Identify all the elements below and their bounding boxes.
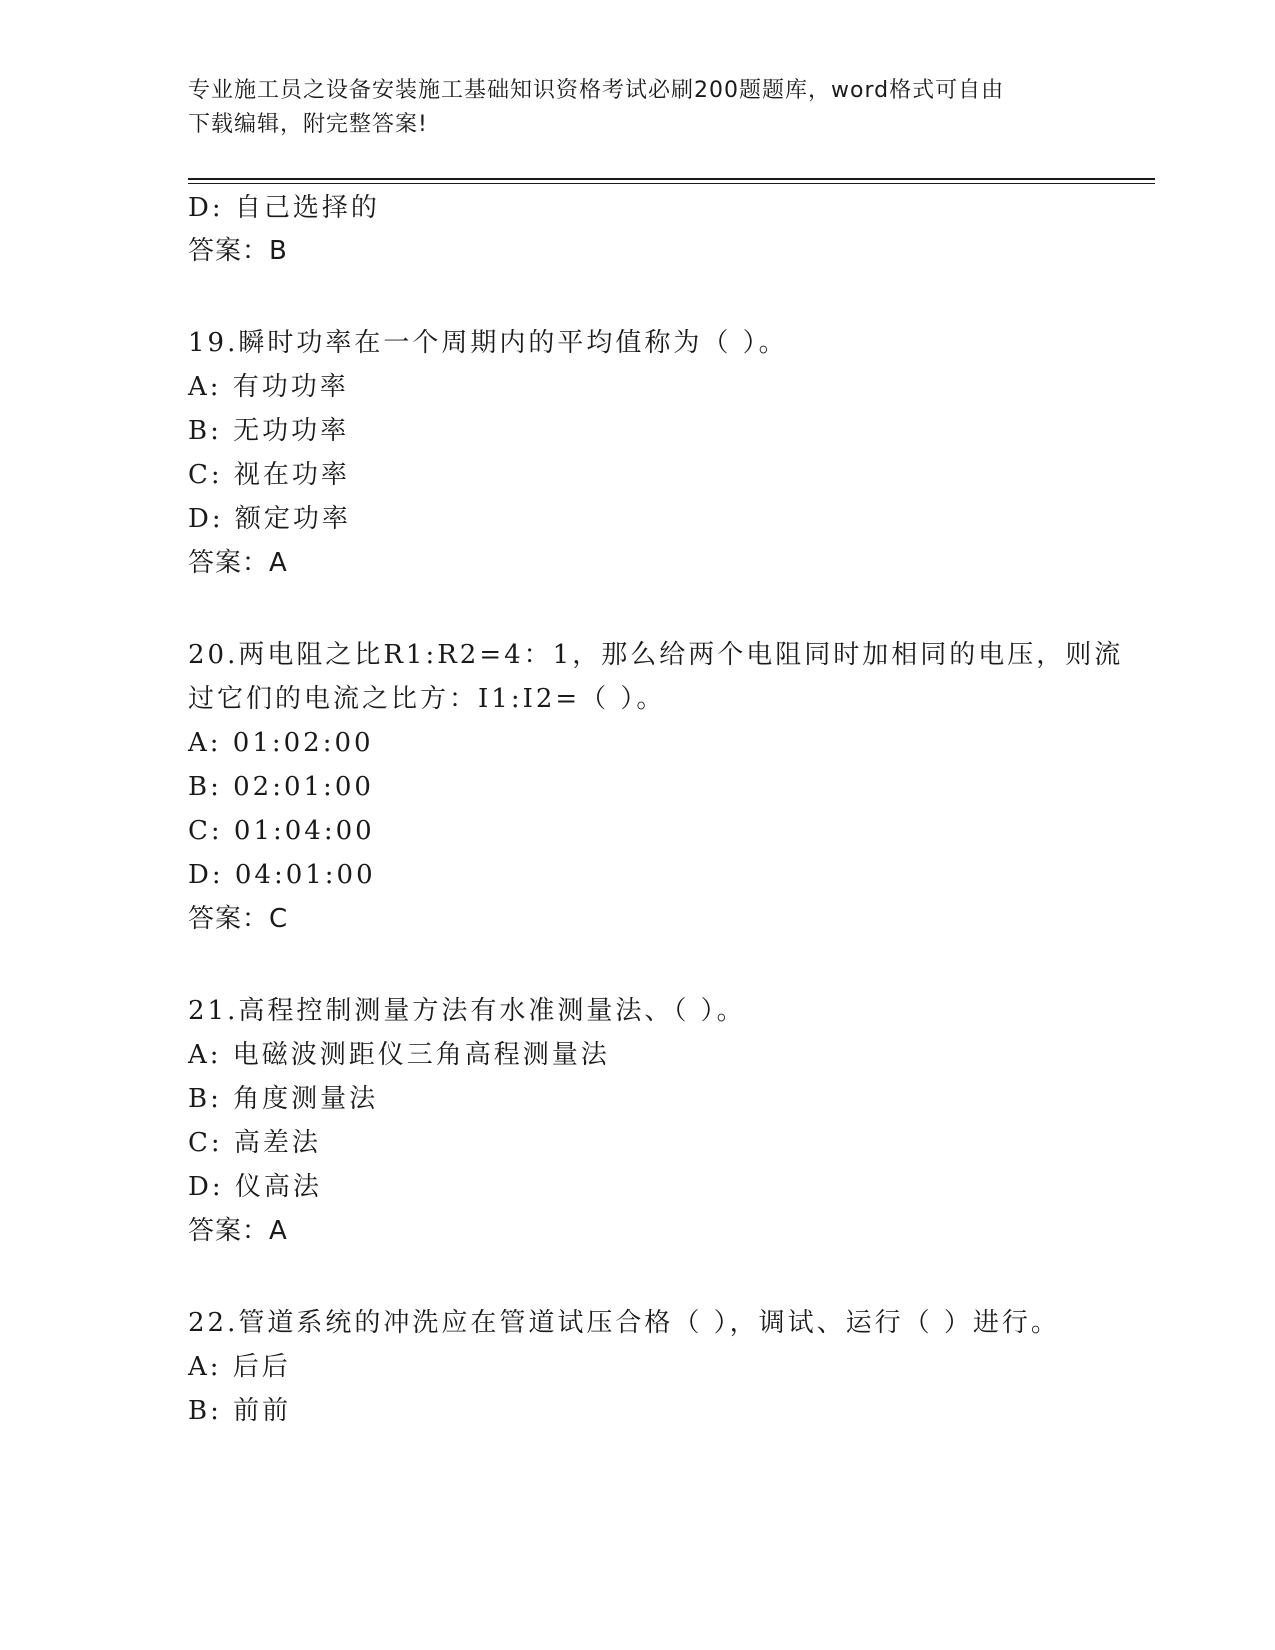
q20-stem-line-1: 20.两电阻之比R1:R2=4：1，那么给两个电阻同时加相同的电压，则流 bbox=[188, 640, 1124, 670]
q21-option-c: C: 高差法 bbox=[188, 1128, 321, 1158]
header-divider-thick bbox=[188, 178, 1155, 180]
q21-stem: 21.高程控制测量方法有水准测量法、（ ）。 bbox=[188, 996, 746, 1026]
q20-stem-line-2: 过它们的电流之比方：I1:I2=（ ）。 bbox=[188, 684, 666, 714]
q19-option-c: C: 视在功率 bbox=[188, 460, 350, 490]
q21-option-a: A: 电磁波测距仪三角高程测量法 bbox=[188, 1040, 610, 1070]
q20-answer: 答案：C bbox=[188, 904, 289, 934]
q20-option-d: D: 04:01:00 bbox=[188, 860, 376, 890]
q22-stem: 22.管道系统的冲洗应在管道试压合格（ ），调试、运行（ ）进行。 bbox=[188, 1308, 1060, 1338]
q19-option-d: D: 额定功率 bbox=[188, 504, 351, 534]
q19-stem: 19.瞬时功率在一个周期内的平均值称为（ ）。 bbox=[188, 328, 788, 358]
q18-answer: 答案：B bbox=[188, 236, 288, 266]
q19-answer: 答案：A bbox=[188, 548, 288, 578]
q22-option-b: B: 前前 bbox=[188, 1396, 292, 1426]
q20-option-b: B: 02:01:00 bbox=[188, 772, 374, 802]
q21-answer: 答案：A bbox=[188, 1216, 288, 1246]
q20-option-c: C: 01:04:00 bbox=[188, 816, 375, 846]
header-line-1: 专业施工员之设备安装施工基础知识资格考试必刷200题题库，word格式可自由 bbox=[188, 78, 1005, 103]
q20-option-a: A: 01:02:00 bbox=[188, 728, 374, 758]
q21-option-b: B: 角度测量法 bbox=[188, 1084, 379, 1114]
document-header bbox=[188, 74, 1088, 142]
header-line-2: 下载编辑，附完整答案! bbox=[188, 112, 428, 137]
header-divider-thin bbox=[188, 183, 1155, 184]
q21-option-d: D: 仪高法 bbox=[188, 1172, 322, 1202]
q19-option-a: A: 有功功率 bbox=[188, 372, 349, 402]
q19-option-b: B: 无功功率 bbox=[188, 416, 350, 446]
q22-option-a: A: 后后 bbox=[188, 1352, 291, 1382]
q18-option-d: D: 自己选择的 bbox=[188, 193, 380, 223]
